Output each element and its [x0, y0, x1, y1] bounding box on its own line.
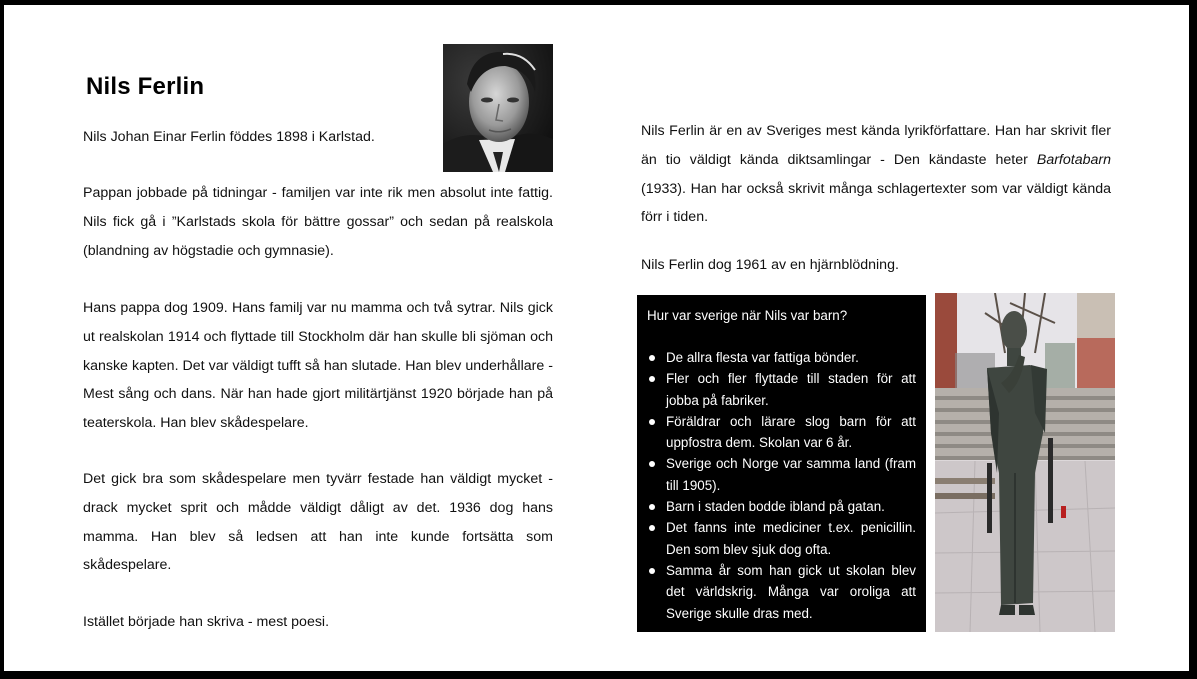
paragraph-actor: Det gick bra som skådespelare men tyvärr festade han väldigt mycket - drack mycket sprit och mådde väldigt dåligt av det. 1936 dog hans mamma. Han blev så ledsen att han inte kunde fortsätta som skådespelare. — [83, 471, 553, 574]
info-box-list — [647, 347, 916, 624]
list-item — [647, 496, 916, 517]
bullet-icon — [649, 525, 655, 531]
list-item-text: Sverige och Norge var samma land (fram till 1905). — [666, 456, 916, 493]
statue-photo — [935, 293, 1115, 632]
list-item-text: Fler och fler flyttade till staden för att jobba på fabriker. — [666, 371, 916, 408]
bullet-icon — [649, 568, 655, 574]
paragraph-childhood: Pappan jobbade på tidningar - familjen var inte rik men absolut inte fattig. Nils fick gå i ”Karlstads skola för bättre gossar” och sedan på realskola (blandning av högstadie och gymnasie). — [83, 185, 553, 259]
list-item — [647, 517, 916, 560]
bullet-icon — [649, 461, 655, 467]
paragraph-youth: Hans pappa dog 1909. Hans familj var nu mamma och två sytrar. Nils gick ut realskolan 1914 och flyttade till Stockholm där han skulle bli sjöman och kanske kapten. Det var väldigt tufft så han slutade. Han blev underhållare - Mest sång och dans. När han hade gjort militärtjänst 1920 började han på teaterskola. Han blev skådespelare. — [83, 300, 553, 432]
document-page — [4, 5, 1189, 671]
list-item — [647, 368, 916, 411]
list-item-text: De allra flesta var fattiga bönder. — [666, 350, 859, 365]
paragraph-intro — [641, 117, 1111, 232]
list-item — [647, 453, 916, 496]
list-item — [647, 560, 916, 624]
book-title: Barfotabarn — [1036, 151, 1111, 168]
paragraph-poetry: Istället började han skriva - mest poesi. — [83, 614, 330, 630]
list-item — [647, 347, 916, 368]
list-item-text: Barn i staden bodde ibland på gatan. — [666, 499, 885, 515]
info-box-heading: Hur var sverige när Nils var barn? — [647, 308, 848, 323]
portrait-image-icon — [443, 44, 553, 172]
statue-image-icon — [935, 293, 1115, 632]
paragraph-death: Nils Ferlin dog 1961 av en hjärnblödning. — [641, 257, 899, 273]
list-item-text: Det fanns inte mediciner t.ex. penicillin. Den som blev sjuk dog ofta. — [666, 520, 916, 557]
page-title: Nils Ferlin — [86, 73, 205, 100]
list-item-text: Samma år som han gick ut skolan blev det världskrig. Många var oroliga att Sverige skulle dras med. — [666, 562, 916, 621]
bullet-icon — [649, 504, 655, 510]
intro-text-continued: (1933). Han har också skrivit många schlagertexter som var väldigt kända förr i tiden. — [641, 180, 1111, 226]
list-item-text: Föräldrar och lärare slog barn för att uppfostra dem. Skolan var 6 år. — [666, 413, 916, 451]
info-box — [637, 295, 926, 632]
bullet-icon — [649, 355, 655, 361]
intro-text: Nils Ferlin är en av Sveriges mest kända lyrikförfattare. Han har skrivit fler än tio väldigt kända diktsamlingar - Den kändaste heter — [641, 123, 1111, 168]
bullet-icon — [649, 419, 655, 425]
portrait-photo — [443, 44, 553, 172]
bullet-icon — [649, 376, 655, 382]
paragraph-birth: Nils Johan Einar Ferlin föddes 1898 i Karlstad. — [83, 129, 375, 145]
list-item — [647, 411, 916, 454]
